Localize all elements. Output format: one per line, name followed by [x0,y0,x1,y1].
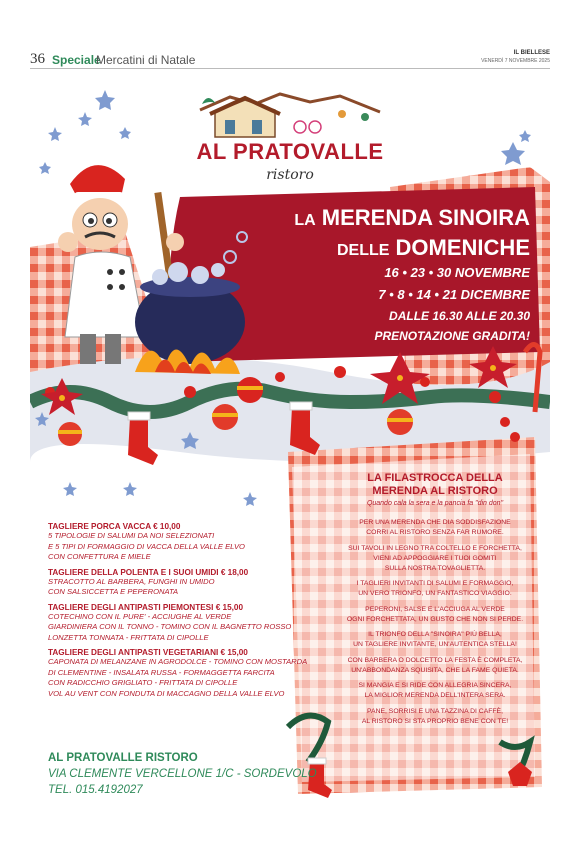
poem-line: IL TRIONFO DELLA "SINOIRA" PIÙ BELLA, [368,631,502,638]
headline-main-1: MERENDA SINOIRA [321,205,530,230]
menu-item-line: COTECHINO CON IL PURE' - ACCIUGHE AL VERDE [48,611,232,621]
menu-item-line: CON RADICCHIO GRIGLIATO - FRITTATA DI CIPOLLE [48,678,238,687]
contact-block [48,750,318,798]
poem-title-line-2: MERENDA AL RISTORO [372,485,498,497]
restaurant-name: AL PRATOVALLE RISTORO [48,752,198,764]
logo-subtitle: ristoro [266,167,314,183]
menu-item [48,522,318,563]
poem-line: UN VERO TRIONFO, UN FANTASTICO VIAGGIO. [358,590,512,597]
poem-body [330,518,540,732]
poem-subtitle: Quando cala la sera e la pancia fa "din don" [366,500,504,507]
poem-stanza [330,681,540,701]
poem-stanza [330,707,540,727]
section-secondary: Mercatini di Natale [96,53,196,67]
newspaper-header [0,44,580,68]
poem-stanza [330,605,540,625]
menu-item-line: VOL AU VENT CON FONDUTA DI MACCAGNO DELLA VALLE ELVO [48,688,285,698]
menu-item-line: 5 TIPOLOGIE DI SALUMI DA NOI SELEZIONATI [48,531,215,540]
dates-december: 7 • 8 • 14 • 21 DICEMBRE [378,287,530,302]
poem-line: AL RISTORO SI STA PROPRIO BENE CON TE! [361,717,509,725]
section-primary: Speciale [52,53,101,67]
poem-line: VIENI AD APPOGGIARE I TUOI GOMITI [373,554,497,562]
poem-line: CORRI AL RISTORO SENZA FAR RUMORE. [366,529,504,536]
menu-list [48,517,318,699]
poem-line: LA MIGLIOR MERENDA DELL'INTERA SERA. [364,692,506,699]
logo-title: AL PRATOVALLE [196,139,384,164]
menu-item-line: E 5 TIPI DI FORMAGGIO DI VACCA DELLA VALLE ELVO [48,541,245,551]
poem-line: OGNI FORCHETTATA, UN GUSTO CHE NON SI PERDE. [346,615,524,623]
headline-line-2 [250,235,530,261]
poem-line: I TAGLIERI INVITANTI DI SALUMI E FORMAGGIO, [356,580,514,587]
poem-line: SUI TAVOLI IN LEGNO TRA COLTELLO E FORCHETTA, [348,544,522,552]
logo-house-icon [200,94,380,137]
menu-item-line: STRACOTTO AL BARBERA, FUNGHI IN UMIDO [48,576,215,586]
headline-main-2: DOMENICHE [395,235,530,260]
menu-item-line: DI CLEMENTINE - INSALATA RUSSA - FORMAGGETTA FARCITA [48,667,275,677]
phone: TEL. 015.4192027 [48,784,143,796]
menu-item [48,603,318,644]
menu-item-title: TAGLIERE DELLA POLENTA E I SUOI UMIDI € 18,00 [48,567,249,577]
poem-line: UN'ABBONDANZA SQUISITA, CHE LA FAME QUIETA. [351,666,519,674]
poem-stanza [330,656,540,676]
menu-item-line: LONZETTA TONNATA - FRITTATA DI CIPOLLE [48,632,209,642]
poem-stanza [330,544,540,574]
headline-line-1 [250,205,530,231]
issue-date: VENERDÌ 7 NOVEMBRE 2025 [481,58,550,64]
advertisement [30,72,550,815]
poem-line: CON BARBERA O DOLCETTO LA FESTA È COMPLETA, [347,656,523,664]
page-number: 36 [30,51,45,67]
poem-line: UN TAGLIERE INVITANTE, UN'AUTENTICA STELLA! [353,641,517,648]
newspaper-name: IL BIELLESE [513,50,550,56]
menu-item [48,568,318,598]
menu-item-title: TAGLIERE DEGLI ANTIPASTI VEGETARIANI € 15,00 [48,648,248,657]
poem-line: PER UNA MERENDA CHE DIA SODDISFAZIONE [359,519,511,526]
headline-prefix-2: DELLE [336,242,390,259]
poem-line: SI MANGIA E SI RIDE CON ALLEGRIA SINCERA, [358,682,512,689]
menu-item-title: TAGLIERE PORCA VACCA € 10,00 [48,522,181,531]
headline-prefix-1: LA [294,212,316,229]
menu-item-line: CAPONATA DI MELANZANE IN AGRODOLCE - TOMINO CON MOSTARDA [48,657,308,666]
poem-line: PANE, SORRISI E UNA TAZZINA DI CAFFÈ, [367,707,503,715]
poem-title-line-1: LA FILASTROCCA DELLA [367,472,503,484]
poem-title [330,472,540,498]
poem-line: SULLA NOSTRA TOVAGLIETTA. [384,564,486,572]
poem-line: PEPERONI, SALSE E L'ACCIUGA AL VERDE [365,605,505,613]
opening-hours: DALLE 16.30 ALLE 20.30 [389,309,530,323]
booking-note: PRENOTAZIONE GRADITA! [374,329,530,343]
poem-stanza [330,630,540,650]
menu-item-title: TAGLIERE DEGLI ANTIPASTI PIEMONTESI € 15,00 [48,602,244,612]
menu-item-line: GIARDINIERA CON IL TONNO - TOMINO CON IL BAGNETTO ROSSO [48,622,292,631]
menu-item-line: CON CONFETTURA E MIELE [48,552,151,561]
poem-stanza [330,518,540,538]
menu-item [48,648,318,699]
header-rule [30,68,550,69]
dates-november: 16 • 23 • 30 NOVEMBRE [384,265,530,280]
address: VIA CLEMENTE VERCELLONE 1/C - SORDEVOLO [48,768,317,780]
poem-stanza [330,579,540,599]
menu-item-line: CON SALSICCETTA E PEPERONATA [48,587,179,596]
